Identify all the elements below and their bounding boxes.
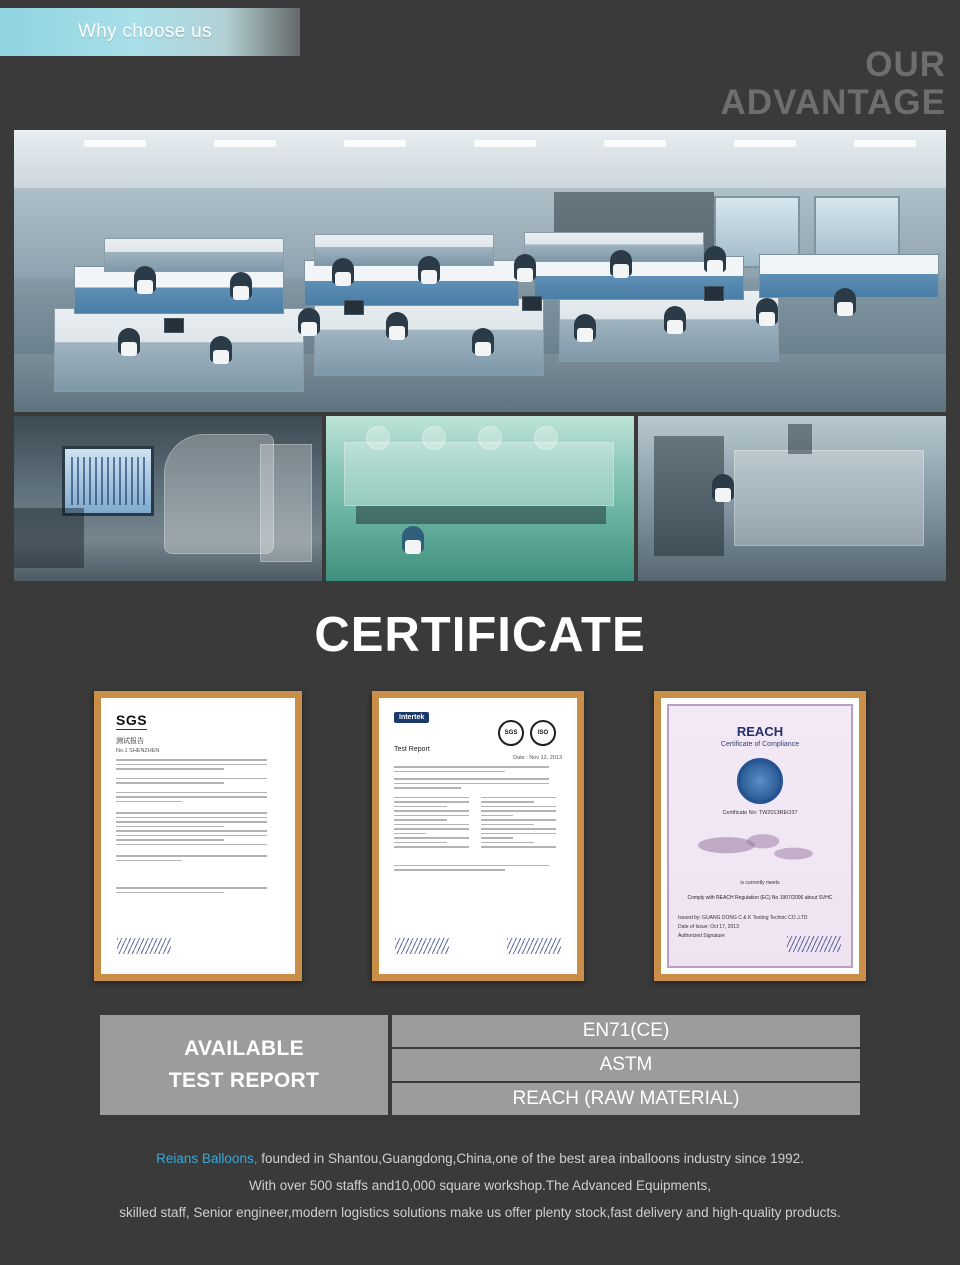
certificate-row [0, 691, 960, 981]
intertek-date: Date : Nov 12, 2013 [513, 755, 562, 761]
ceiling [14, 130, 946, 192]
certificate-title: CERTIFICATE [314, 608, 646, 662]
reach-certificate-no: Certificate No: TW2013REO37 [722, 810, 798, 816]
intertek-body-lines [394, 766, 562, 871]
test-report-label-line1: AVAILABLE [184, 1037, 304, 1060]
inspection-machine-photo [14, 416, 322, 581]
footer-line-1-rest: founded in Shantou,Guangdong,China,one of the best area inballoons industry since 1992. [257, 1151, 804, 1166]
intertek-heading: Test Report [394, 746, 430, 753]
test-report-label [100, 1015, 388, 1115]
test-report-rows [392, 1015, 860, 1115]
sgs-body-lines [116, 759, 280, 893]
table-row: EN71(CE) [392, 1015, 860, 1047]
certificate-section [0, 585, 960, 981]
why-choose-us-tab[interactable] [0, 8, 300, 56]
reach-issued-by: Issued by: GUANG DONG C & K Testing Technic CO.,LTD [678, 915, 808, 921]
page-header [0, 0, 960, 130]
sgs-logo: SGS [116, 712, 148, 728]
reach-title: REACH [736, 724, 784, 739]
available-test-report [100, 1015, 860, 1115]
office-photo [14, 130, 946, 412]
reach-date: Date of Issue: Oct 17, 2013 [678, 924, 739, 930]
our-advantage-line1: OUR [865, 45, 946, 84]
brand-name: Reians Balloons, [156, 1151, 258, 1166]
sgs-certificate[interactable] [94, 691, 302, 981]
reach-subtitle: Certificate of Compliance [720, 741, 800, 748]
reach-compliance: Comply with REACH Regulation (EC) No 1907/2006 about SVHC [687, 895, 833, 901]
reach-seal-icon [737, 758, 783, 804]
our-advantage-line2: ADVANTAGE [720, 83, 946, 122]
workshop-photo [638, 416, 946, 581]
why-choose-us-label: Why choose us [78, 21, 212, 42]
printing-press-photo [326, 416, 634, 581]
company-description [0, 1145, 960, 1242]
intertek-certificate[interactable]: Intertek SGS ISO Test Report Date : Nov 12, 2013 [372, 691, 584, 981]
world-map-watermark [684, 820, 836, 876]
reach-note: is currently meets [740, 880, 780, 886]
sgs-signature-row [117, 938, 279, 954]
reach-authorized: Authorized Signature [678, 933, 725, 939]
sgs-heading: 测试报告 [116, 738, 144, 745]
sgs-caption: No.1 SHENZHEN [116, 748, 160, 754]
table-row: REACH (RAW MATERIAL) [392, 1083, 860, 1115]
footer-line-1 [60, 1145, 900, 1172]
photo-strip [14, 130, 946, 581]
footer-line-2: With over 500 staffs and10,000 square workshop.The Advanced Equipments, [248, 1178, 712, 1193]
reach-certificate[interactable] [654, 691, 866, 981]
test-report-label-line2: TEST REPORT [168, 1069, 320, 1092]
sub-photo-row [14, 416, 946, 581]
table-row: ASTM [392, 1049, 860, 1081]
our-advantage-heading [721, 46, 946, 122]
intertek-signature-row [395, 938, 561, 954]
reach-signature-row [679, 936, 841, 952]
footer-line-3: skilled staff, Senior engineer,modern logistics solutions make us offer plenty stock,fast delivery and high-quality products. [119, 1205, 841, 1220]
intertek-logo: Intertek [394, 712, 429, 723]
